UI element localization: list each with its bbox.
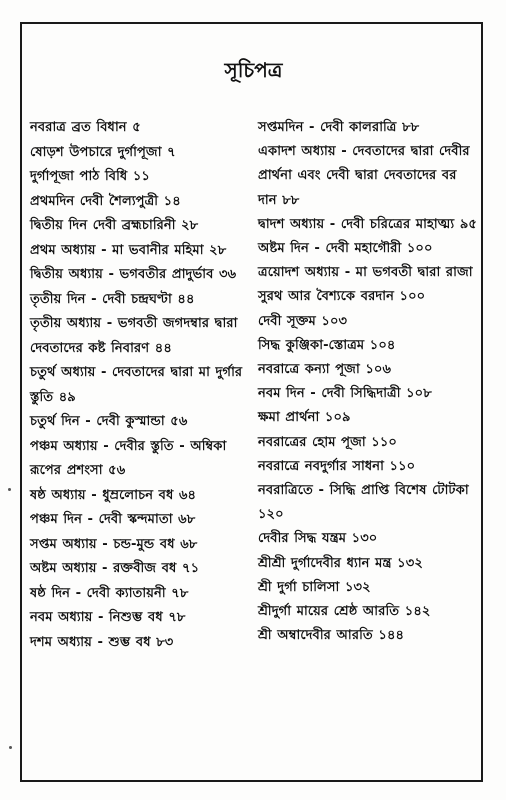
margin-speck <box>9 746 12 749</box>
toc-entry: নবরাত্রে নবদুর্গার সাধনা ১১০ <box>258 458 416 474</box>
toc-entry: দ্বিতীয় দিন দেবী ব্রহ্মচারিনী ২৮ <box>30 218 199 233</box>
toc-entry: সপ্তম অধ্যায় - চন্ড-মুন্ড বধ ৬৮ <box>30 536 198 552</box>
toc-entry: দেবী সূক্তম ১০৩ <box>258 313 348 329</box>
contents-frame <box>20 22 483 782</box>
contents-column-left <box>30 116 250 655</box>
toc-entry: নবরাত্রে কন্যা পূজা ১০৬ <box>258 362 392 378</box>
toc-entry: পঞ্চম দিন - দেবী স্কন্দমাতা ৬৮ <box>30 512 196 527</box>
toc-entry: নবম অধ্যায় - নিশুম্ভ বধ ৭৮ <box>30 610 186 625</box>
toc-entry: ষষ্ঠ অধ্যায় - ধুম্রলোচন বধ ৬৪ <box>30 487 197 503</box>
toc-entry: ষোড়শ উপচারে দুর্গাপূজা ৭ <box>30 144 176 160</box>
toc-entry: শ্রীশ্রী দুর্গাদেবীর ধ্যান মন্ত্র ১৩২ <box>258 555 423 571</box>
toc-entry: নবম দিন - দেবী সিদ্ধিদাত্রী ১০৮ <box>258 386 432 402</box>
toc-entry: নবরাত্রের হোম পূজা ১১০ <box>258 434 397 450</box>
toc-entry: চতুর্থ দিন - দেবী কুস্মান্ডা ৫৬ <box>30 414 188 429</box>
toc-entry: দ্বিতীয় অধ্যায় - ভগবতীর প্রাদুর্ভাব ৩৬ <box>30 267 237 282</box>
toc-entry: প্রথমদিন দেবী শৈল্যপুত্রী ১৪ <box>30 193 181 209</box>
toc-entry: সিদ্ধ কুঞ্জিকা-স্তোত্রম ১০৪ <box>258 337 396 353</box>
toc-entry: নবরাত্র ব্রত বিধান ৫ <box>30 120 141 135</box>
toc-entry: দশম অধ্যায় - শুম্ভ বধ ৮৩ <box>30 634 174 650</box>
toc-entry: দেবীর সিদ্ধ যন্ত্রম ১৩০ <box>258 531 378 547</box>
toc-entry: প্রথম অধ্যায় - মা ভবানীর মহিমা ২৮ <box>30 242 227 258</box>
toc-entry: ষষ্ঠ দিন - দেবী ক্যাতায়নী ৭৮ <box>30 585 189 601</box>
toc-entry: একাদশ অধ্যায় - দেবতাদের দ্বারা দেবীর প্রার্থনা এবং দেবী দ্বারা দেবতাদের বর দান ৮৮ <box>258 144 470 208</box>
toc-entry: তৃতীয় দিন - দেবী চন্দ্রঘণ্টা ৪৪ <box>30 291 195 307</box>
toc-entry: তৃতীয় অধ্যায় - ভগবতী জগদম্বার দ্বারা দেবতাদের কষ্ট নিবারণ ৪৪ <box>30 316 238 356</box>
toc-entry: পঞ্চম অধ্যায় - দেবীর স্তুতি - অম্বিকা রূপের প্রশংসা ৫৬ <box>30 438 227 478</box>
toc-entry: সপ্তমদিন - দেবী কালরাত্রি ৮৮ <box>258 120 420 135</box>
toc-entry: নবরাত্রিতে - সিদ্ধি প্রাপ্তি বিশেষ টোটকা ১২০ <box>258 483 469 523</box>
toc-entry: অষ্টম অধ্যায় - রক্তবীজ বধ ৭১ <box>30 561 200 576</box>
toc-entry: ক্ষমা প্রার্থনা ১০৯ <box>258 410 351 426</box>
toc-entry: শ্রী অম্বাদেবীর আরতি ১৪৪ <box>258 628 405 644</box>
toc-entry: অষ্টম দিন - দেবী মহাগৌরী ১০০ <box>258 241 433 257</box>
page-title: সূচিপত্র <box>224 58 283 82</box>
toc-entry: দুর্গাপূজা পাঠ বিধি ১১ <box>30 169 150 184</box>
toc-entry: চতুর্থ অধ্যায় - দেবতাদের দ্বারা মা দুর্গার স্তুতি ৪৯ <box>30 365 243 405</box>
toc-entry: দ্বাদশ অধ্যায় - দেবী চরিত্রের মাহাত্ম্য ৯৫ <box>258 216 477 232</box>
toc-entry: শ্রী দুর্গা চালিসা ১৩২ <box>258 579 371 595</box>
margin-speck <box>8 488 11 491</box>
toc-entry: শ্রীদুর্গা মায়ের শ্রেষ্ঠ আরতি ১৪২ <box>258 604 431 620</box>
contents-column-right <box>258 116 478 648</box>
toc-entry: ত্রয়োদশ অধ্যায় - মা ভগবতী দ্বারা রাজা সুরথ আর বৈশ্যকে বরদান ১০০ <box>258 265 473 305</box>
